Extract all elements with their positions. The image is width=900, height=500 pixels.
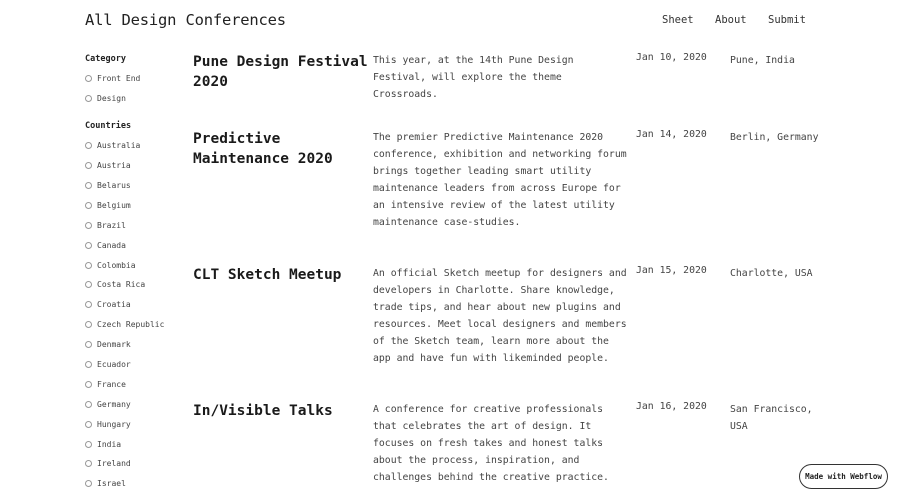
filter-country-canada[interactable] — [85, 235, 185, 255]
event-description: This year, at the 14th Pune Design Festival, will explore the theme Crossroads. — [373, 55, 574, 100]
filter-country-ecuador[interactable] — [85, 355, 185, 375]
nav-sheet[interactable]: Sheet — [662, 14, 694, 26]
filter-country-czech-republic[interactable] — [85, 315, 185, 335]
event-title[interactable]: Predictive Maintenance 2020 — [193, 131, 333, 167]
radio-icon[interactable] — [85, 142, 92, 149]
option-label: Denmark — [97, 340, 131, 350]
event-date: Jan 15, 2020 — [636, 265, 707, 276]
event-location: San Francisco, USA — [730, 404, 813, 432]
event-title[interactable]: Pune Design Festival 2020 — [193, 54, 368, 90]
event-description: A conference for creative professionals that celebrates the art of design. It focuses on fresh takes and honest talks about the process, inspiration, and challenges behind the creative practice. — [373, 404, 609, 483]
filter-country-denmark[interactable] — [85, 335, 185, 355]
filter-country-austria[interactable] — [85, 156, 185, 176]
radio-icon[interactable] — [85, 321, 92, 328]
filter-country-australia[interactable] — [85, 136, 185, 156]
header — [85, 11, 900, 33]
event-location: Charlotte, USA — [730, 268, 813, 279]
radio-icon[interactable] — [85, 242, 92, 249]
option-label: Austria — [97, 161, 131, 171]
option-label: Germany — [97, 399, 131, 409]
filter-country-belgium[interactable] — [85, 195, 185, 215]
filter-country-belarus[interactable] — [85, 176, 185, 196]
radio-icon[interactable] — [85, 460, 92, 467]
filter-sidebar — [85, 54, 185, 494]
radio-icon[interactable] — [85, 441, 92, 448]
filter-country-germany[interactable] — [85, 394, 185, 414]
nav-submit[interactable]: Submit — [768, 14, 806, 26]
radio-icon[interactable] — [85, 95, 92, 102]
option-label: Brazil — [97, 220, 126, 230]
event-date: Jan 16, 2020 — [636, 401, 707, 412]
radio-icon[interactable] — [85, 301, 92, 308]
option-label: Israel — [97, 479, 126, 489]
radio-icon[interactable] — [85, 480, 92, 487]
filter-country-colombia[interactable] — [85, 255, 185, 275]
event-description: An official Sketch meetup for designers and developers in Charlotte. Share knowledge, trade tips, and hear about new plugins and resources. Meet local designers and members of the Sketch team, learn more about the app and have fun with likeminded people. — [373, 268, 627, 364]
category-title: Category — [85, 54, 126, 64]
option-label: Belarus — [97, 181, 131, 190]
filter-category-front-end[interactable] — [85, 69, 185, 89]
filter-country-ireland[interactable] — [85, 454, 185, 474]
radio-icon[interactable] — [85, 361, 92, 368]
radio-icon[interactable] — [85, 341, 92, 348]
event-title[interactable]: In/Visible Talks — [193, 403, 333, 419]
filter-country-costa-rica[interactable] — [85, 275, 185, 295]
radio-icon[interactable] — [85, 281, 92, 288]
option-label: Front End — [97, 74, 141, 84]
event-location: Berlin, Germany — [730, 132, 819, 143]
filter-country-india[interactable] — [85, 434, 185, 454]
option-label: Ecuador — [97, 360, 131, 370]
event-description: The premier Predictive Maintenance 2020 conference, exhibition and networking forum brings together leading smart utility maintenance leaders from across Europe for an intensive review of the latest utility maintenance case-studies. — [373, 132, 627, 228]
country-list — [85, 136, 185, 494]
event-date: Jan 14, 2020 — [636, 129, 707, 140]
radio-icon[interactable] — [85, 262, 92, 269]
option-label: Colombia — [97, 260, 136, 270]
radio-icon[interactable] — [85, 421, 92, 428]
radio-icon[interactable] — [85, 381, 92, 388]
option-label: Australia — [97, 141, 141, 151]
radio-icon[interactable] — [85, 75, 92, 82]
nav-about[interactable]: About — [715, 14, 747, 26]
option-label: Croatia — [97, 300, 131, 310]
radio-icon[interactable] — [85, 222, 92, 229]
option-label: Costa Rica — [97, 280, 146, 290]
radio-icon[interactable] — [85, 182, 92, 189]
option-label: Ireland — [97, 459, 131, 469]
filter-country-hungary[interactable] — [85, 414, 185, 434]
radio-icon[interactable] — [85, 401, 92, 408]
radio-icon[interactable] — [85, 202, 92, 209]
filter-country-israel[interactable] — [85, 474, 185, 494]
option-label: Czech Republic — [97, 320, 165, 330]
filter-category-design[interactable] — [85, 89, 185, 109]
radio-icon[interactable] — [85, 162, 92, 169]
option-label: India — [97, 439, 122, 449]
countries-title: Countries — [85, 120, 132, 131]
filter-country-france[interactable] — [85, 374, 185, 394]
option-label: Design — [97, 94, 126, 104]
option-label: Hungary — [97, 419, 131, 429]
event-date: Jan 10, 2020 — [636, 52, 707, 63]
option-label: Canada — [97, 240, 126, 250]
made-with-webflow-badge[interactable]: Made with Webflow — [799, 464, 888, 489]
option-label: France — [97, 379, 126, 389]
site-title[interactable]: All Design Conferences — [85, 11, 286, 29]
option-label: Belgium — [97, 200, 131, 210]
event-title[interactable]: CLT Sketch Meetup — [193, 267, 342, 283]
filter-country-croatia[interactable] — [85, 295, 185, 315]
filter-country-brazil[interactable] — [85, 215, 185, 235]
event-location: Pune, India — [730, 55, 795, 66]
